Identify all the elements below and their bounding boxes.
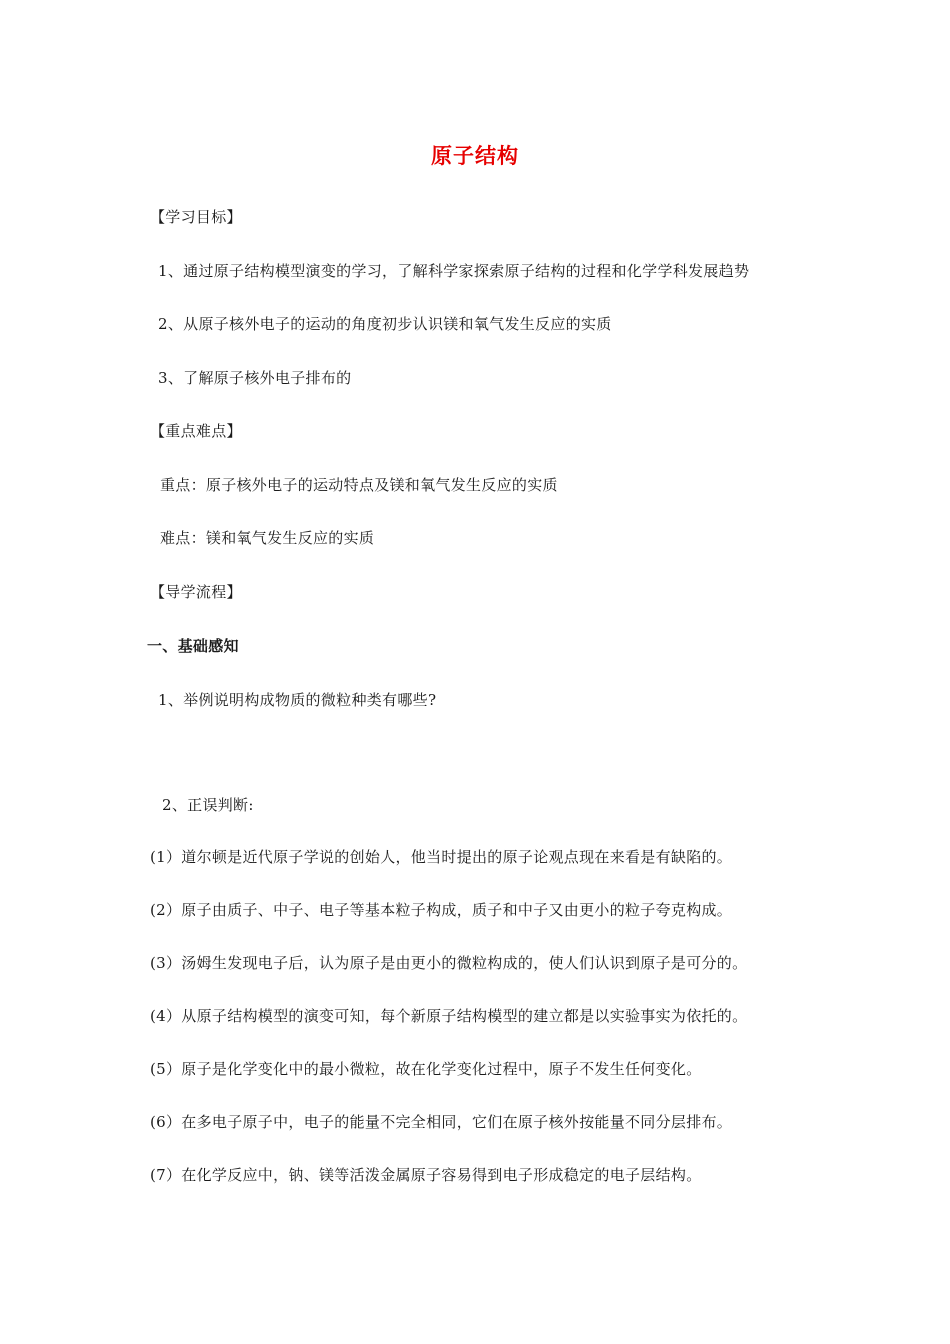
difficulty: 难点：镁和氧气发生反应的实质 bbox=[160, 529, 375, 547]
objectives-heading: 【学习目标】 bbox=[150, 208, 242, 226]
statement-item: (4）从原子结构模型的演变可知，每个新原子结构模型的建立都是以实验事实为依托的。 bbox=[150, 1007, 748, 1025]
statement-item: (5）原子是化学变化中的最小微粒，故在化学变化过程中，原子不发生任何变化。 bbox=[150, 1060, 702, 1078]
key-point: 重点：原子核外电子的运动特点及镁和氧气发生反应的实质 bbox=[160, 476, 558, 494]
statement-item: (1）道尔顿是近代原子学说的创始人，他当时提出的原子论观点现在来看是有缺陷的。 bbox=[150, 848, 733, 866]
statement-item: (2）原子由质子、中子、电子等基本粒子构成，质子和中子又由更小的粒子夸克构成。 bbox=[150, 901, 733, 919]
basics-heading: 一、基础感知 bbox=[147, 637, 239, 655]
objective-item: 3、了解原子核外电子排布的 bbox=[158, 369, 352, 387]
statement-item: (6）在多电子原子中，电子的能量不完全相同，它们在原子核外按能量不同分层排布。 bbox=[150, 1113, 733, 1131]
page-title: 原子结构 bbox=[431, 144, 519, 168]
statement-item: (3）汤姆生发现电子后，认为原子是由更小的微粒构成的，使人们认识到原子是可分的。 bbox=[150, 954, 748, 972]
process-heading: 【导学流程】 bbox=[150, 583, 242, 601]
objective-item: 1、通过原子结构模型演变的学习，了解科学家探索原子结构的过程和化学学科发展趋势 bbox=[158, 262, 750, 280]
objective-item: 2、从原子核外电子的运动的角度初步认识镁和氧气发生反应的实质 bbox=[158, 315, 612, 333]
question-2: 2、正误判断: bbox=[162, 796, 254, 814]
statement-item: (7）在化学反应中，钠、镁等活泼金属原子容易得到电子形成稳定的电子层结构。 bbox=[150, 1166, 702, 1184]
key-points-heading: 【重点难点】 bbox=[150, 422, 242, 440]
question-1: 1、举例说明构成物质的微粒种类有哪些? bbox=[158, 691, 437, 709]
